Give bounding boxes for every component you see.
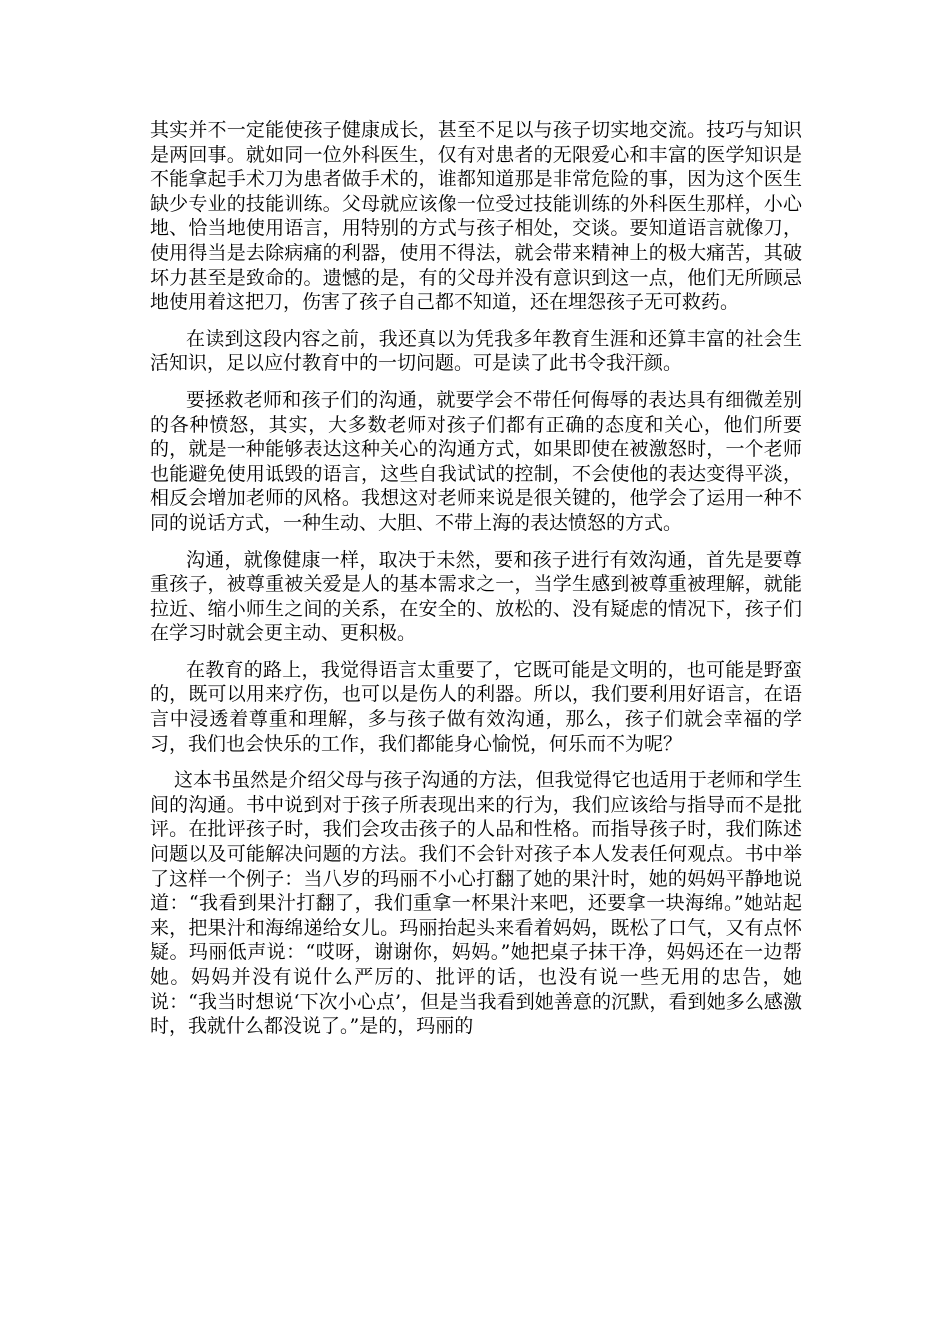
document-page [150,118,802,1051]
paragraph-1: 其实并不一定能使孩子健康成长，甚至不足以与孩子切实地交流。技巧与知识是两回事。就如同一位外科医生，仅有对患者的无限爱心和丰富的医学知识是不能拿起手术刀为患者做手术的，谁都知道那是非常危险的事，因为这个医生缺少专业的技能训练。父母就应该像一位受过技能训练的外科医生那样，小心地、恰当地使用语言，用特别的方式与孩子相处，交谈。要知道语言就像刀，使用得当是去除病痛的利器，使用不得法，就会带来精神上的极大痛苦，其破坏力甚至是致命的。遗憾的是，有的父母并没有意识到这一点，他们无所顾忌地使用着这把刀，伤害了孩子自己都不知道，还在埋怨孩子无可救药。 [150,119,802,314]
paragraph-2: 在读到这段内容之前，我还真以为凭我多年教育生涯和还算丰富的社会生活知识，足以应付教育中的一切问题。可是读了此书令我汗颜。 [150,327,802,375]
paragraph-4: 沟通，就像健康一样，取决于未然，要和孩子进行有效沟通，首先是要尊重孩子，被尊重被关爱是人的基本需求之一，当学生感到被尊重被理解，就能拉近、缩小师生之间的关系，在安全的、放松的、没有疑虑的情况下，孩子们在学习时就会更主动、更积极。 [150,548,802,645]
paragraph-6: 这本书虽然是介绍父母与孩子沟通的方法，但我觉得它也适用于老师和学生间的沟通。书中说到对于孩子所表现出来的行为，我们应该给与指导而不是批评。在批评孩子时，我们会攻击孩子的人品和性格。而指导孩子时，我们陈述问题以及可能解决问题的方法。我们不会针对孩子本人发表任何观点。书中举了这样一个例子：当八岁的玛丽不小心打翻了她的果汁时，她的妈妈平静地说道：“我看到果汁打翻了，我们重拿一杯果汁来吧，还要拿一块海绵。”她站起来，把果汁和海绵递给女儿。玛丽抬起头来看着妈妈，既松了口气，又有点怀疑。玛丽低声说：“哎呀，谢谢你，妈妈。”她把桌子抹干净，妈妈还在一边帮她。妈妈并没有说什么严厉的、批评的话，也没有说一些无用的忠告，她说：“我当时想说‘下次小心点’，但是当我看到她善意的沉默，看到她多么感激时，我就什么都没说了。”是的，玛丽的 [150,769,802,1038]
paragraph-5: 在教育的路上，我觉得语言太重要了，它既可能是文明的，也可能是野蛮的，既可以用来疗伤，也可以是伤人的利器。所以，我们要利用好语言，在语言中浸透着尊重和理解，多与孩子做有效沟通，那么，孩子们就会幸福的学习，我们也会快乐的工作，我们都能身心愉悦，何乐而不为呢？ [150,658,802,755]
paragraph-3: 要拯救老师和孩子们的沟通，就要学会不带任何侮辱的表达具有细微差别的各种愤怒，其实，大多数老师对孩子们都有正确的态度和关心，他们所要的，就是一种能够表达这种关心的沟通方式，如果即使在被激怒时，一个老师也能避免使用诋毁的语言，这些自我试试的控制，不会使他的表达变得平淡，相反会增加老师的风格。我想这对老师来说是很关键的，他学会了运用一种不同的说话方式，一种生动、大胆、不带上海的表达愤怒的方式。 [150,388,802,534]
